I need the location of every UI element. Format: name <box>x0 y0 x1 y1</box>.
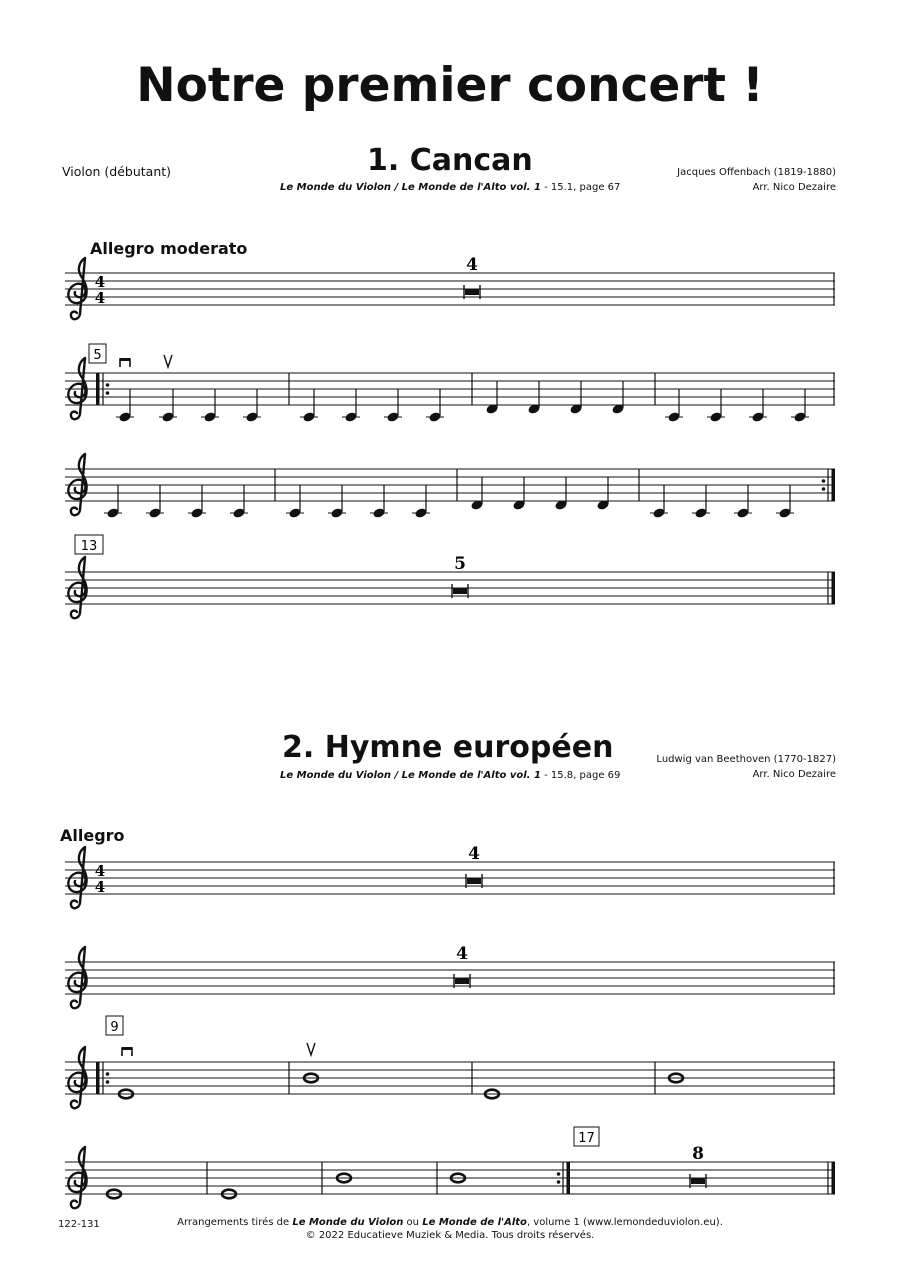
footer-line-2: © 2022 Educatieve Muziek & Media. Tous droits réservés. <box>305 1230 595 1241</box>
catalog-code: 122-131 <box>58 1219 100 1230</box>
piece-1-arranger: Arr. Nico Dezaire <box>752 182 836 193</box>
footer-or: ou <box>403 1217 423 1228</box>
p1-system-1 <box>65 255 835 319</box>
piece-2-source-ref: - 15.8, page 69 <box>540 770 621 781</box>
p1-system-4 <box>65 535 835 618</box>
piece-2-tempo: Allegro <box>60 826 125 845</box>
rehearsal-mark: 13 <box>80 539 98 554</box>
instrument-label: Violon (débutant) <box>62 164 172 179</box>
piece-1-title: 1. Cancan <box>367 143 533 178</box>
multirest-count: 4 <box>466 255 478 275</box>
piece-1-source-title: Le Monde du Violon / Le Monde de l'Alto vol. 1 <box>280 182 541 193</box>
quarter-notes <box>650 485 794 519</box>
down-bow-icon <box>120 358 130 367</box>
footer-suffix: , volume 1 (www.lemondeduviolon.eu). <box>526 1217 723 1228</box>
rehearsal-mark: 9 <box>110 1020 119 1035</box>
multirest-count: 8 <box>692 1144 704 1164</box>
quarter-notes <box>485 381 624 415</box>
piece-1-source-ref: - 15.1, page 67 <box>540 182 621 193</box>
multirest-count: 5 <box>454 554 466 574</box>
footer-book-1: Le Monde du Violon <box>292 1217 404 1228</box>
p2-system-1 <box>65 844 835 908</box>
multirest-count: 4 <box>468 844 480 864</box>
page-title: Notre premier concert ! <box>136 58 764 113</box>
up-bow-icon <box>164 355 172 367</box>
piece-1-tempo: Allegro moderato <box>90 239 248 258</box>
time-sig-top: 4 <box>94 273 106 291</box>
time-sig-top: 4 <box>94 862 106 880</box>
footer-credits <box>120 1216 780 1242</box>
piece-2-composer: Ludwig van Beethoven (1770-1827) <box>656 754 836 765</box>
piece-2-title: 2. Hymne européen <box>282 730 614 765</box>
quarter-notes <box>116 389 444 423</box>
p2-system-3 <box>65 1016 835 1108</box>
footer-prefix: Arrangements tirés de <box>177 1217 293 1228</box>
quarter-notes <box>665 389 809 423</box>
quarter-notes <box>104 485 430 519</box>
time-sig-bottom: 4 <box>94 289 106 307</box>
time-sig-bottom: 4 <box>94 878 106 896</box>
quarter-notes <box>470 477 609 511</box>
p1-system-2 <box>65 344 835 423</box>
rehearsal-mark: 5 <box>93 348 102 363</box>
footer-line-1 <box>120 1216 780 1229</box>
piece-2-source-title: Le Monde du Violon / Le Monde de l'Alto vol. 1 <box>280 770 541 781</box>
footer-book-2: Le Monde de l'Alto <box>422 1217 527 1228</box>
multirest-count: 4 <box>456 944 468 964</box>
p2-system-4 <box>65 1127 835 1208</box>
p1-system-3 <box>65 454 835 519</box>
piece-2-arranger: Arr. Nico Dezaire <box>752 769 836 780</box>
rehearsal-mark: 17 <box>578 1131 595 1146</box>
up-bow-icon <box>307 1043 315 1055</box>
piece-1-composer: Jacques Offenbach (1819-1880) <box>677 167 836 178</box>
down-bow-icon <box>122 1047 132 1056</box>
p2-system-2 <box>65 944 835 1008</box>
